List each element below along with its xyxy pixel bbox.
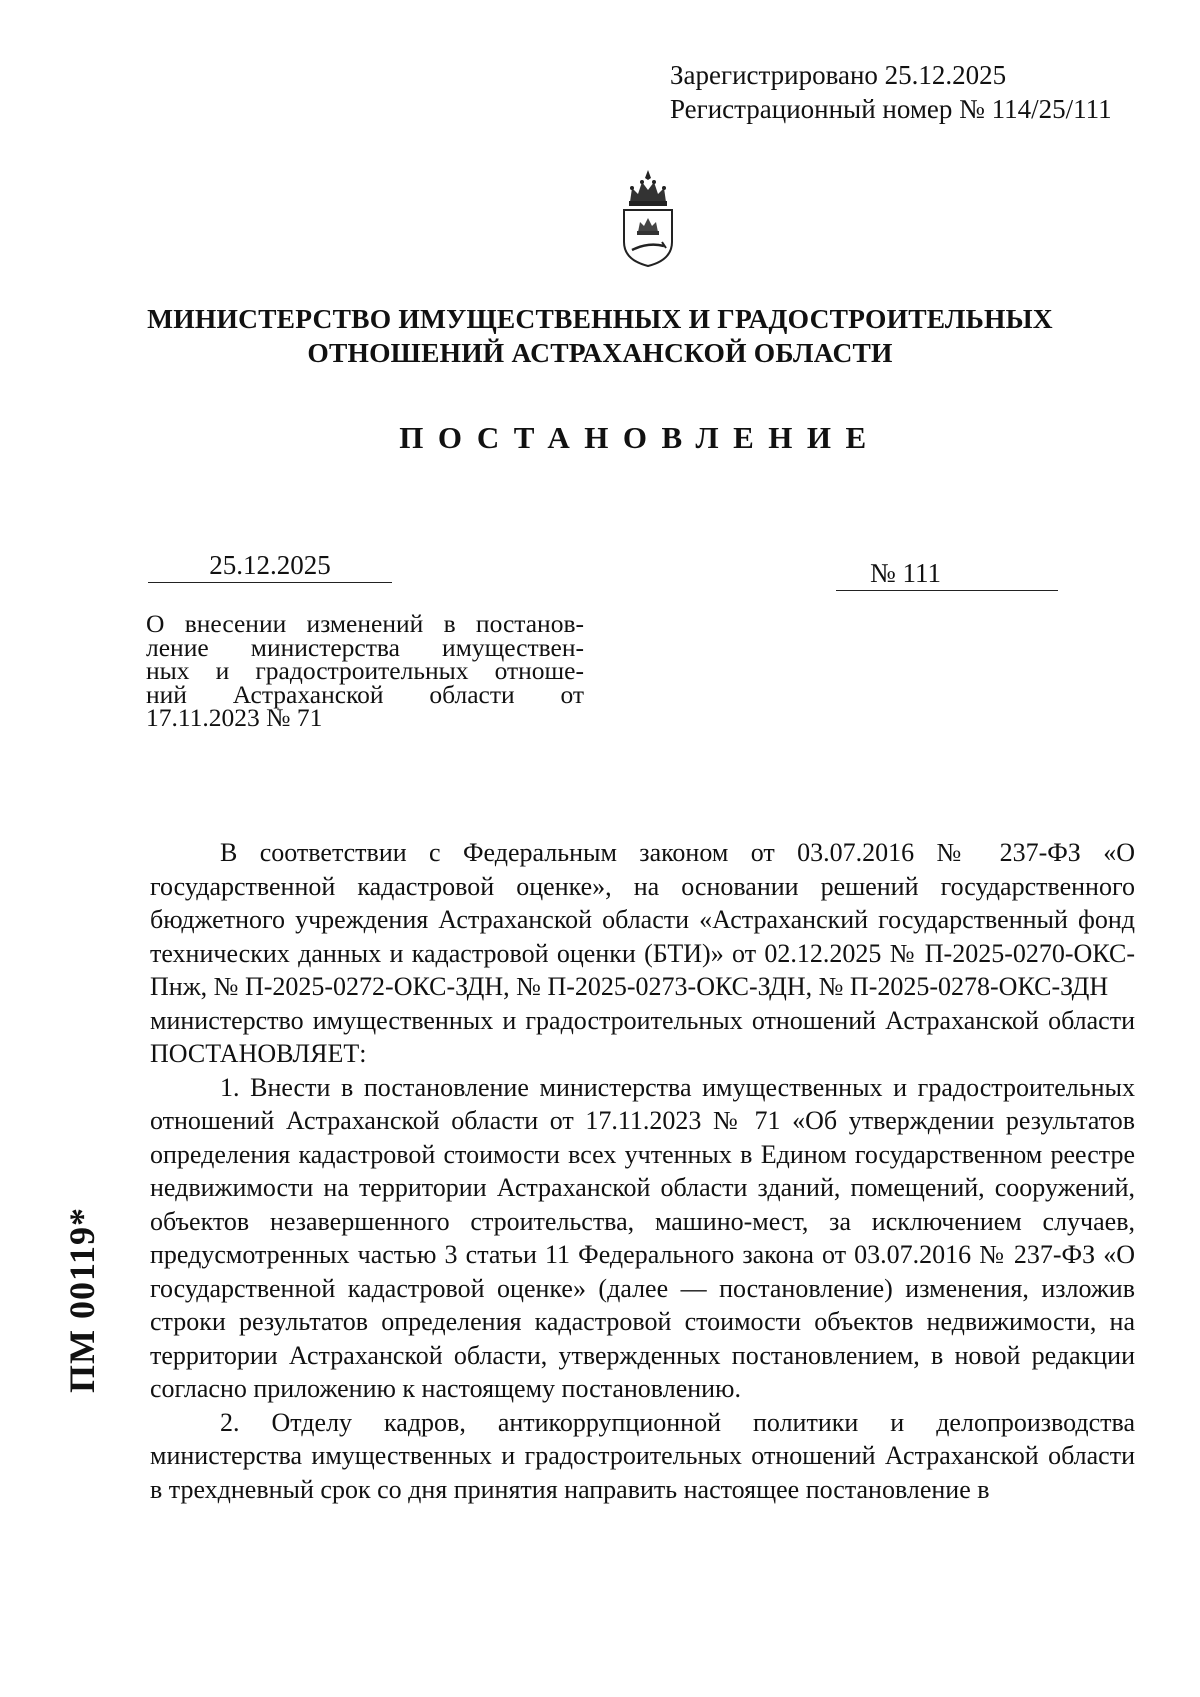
registration-number: Регистрационный номер № 114/25/111	[670, 94, 1112, 124]
subject-line: ление министерства имуществен-	[146, 632, 584, 662]
document-type-heading: ПОСТАНОВЛЕНИЕ	[399, 420, 881, 455]
registration-date: Зарегистрировано 25.12.2025	[670, 60, 1007, 90]
document-body	[150, 836, 1135, 1506]
side-stamp-text: ПМ 00119*	[62, 1207, 102, 1393]
document-date: 25.12.2025	[148, 548, 392, 583]
subject-line: ных и градостроительных отноше-	[146, 656, 584, 685]
item-1-paragraph: 1. Внести в постановление министерства имущественных и градостроительных отношений Астраханской области от 17.11.2023 № 71 «Об утверждении результатов определения кадастровой стоимости всех учтенных в Едином государственном реестре недвижимости на территории Астраханской области зданий, помещений, сооружений, объектов незавершенного строительства, машино-мест, за исключением случаев, предусмотренных частью 3 статьи 11 Федерального закона от 03.07.2016 № 237-ФЗ «О государственной кадастровой оценке» (далее — постановление) изменения, изложив строки результатов определения кадастровой стоимости объектов недвижимости, на территории Астраханской области, утвержденных постановлением, в новой редакции согласно приложению к настоящему постановлению.	[150, 1072, 1135, 1403]
ministry-title-line-1: МИНИСТЕРСТВО ИМУЩЕСТВЕННЫХ И ГРАДОСТРОИТЕЛЬНЫХ	[147, 303, 1053, 334]
preamble-paragraph: В соответствии с Федеральным законом от 03.07.2016 № 237-ФЗ «О государственной кадастровой оценке», на основании решений государственного бюджетного учреждения Астраханской области «Астраханский государственный фонд технических данных и кадастровой оценки (БТИ)» от 02.12.2025 № П-2025-0270-ОКС-Пнж, № П-2025-0272-ОКС-ЗДН, № П-2025-0273-ОКС-ЗДН, № П-2025-0278-ОКС-ЗДН	[150, 838, 1135, 1001]
resolution-paragraph: министерство имущественных и градостроительных отношений Астраханской области ПОСТАНОВЛЯЕТ:	[150, 1005, 1135, 1068]
ministry-title	[100, 302, 1100, 370]
document-number-field	[836, 556, 1058, 591]
subject-line: 17.11.2023 № 71	[146, 703, 323, 732]
document-subject	[146, 609, 584, 732]
subject-line: О внесении изменений в постанов-	[146, 609, 584, 638]
subject-line: ний Астраханской области от	[146, 679, 584, 709]
astrakhan-coat-of-arms-icon	[614, 168, 682, 268]
registration-stamp	[670, 58, 1112, 126]
document-number: № 111	[870, 558, 942, 588]
item-2-paragraph: 2. Отделу кадров, антикоррупционной политики и делопроизводства министерства имущественных и градостроительных отношений Астраханской области в трехдневный срок со дня принятия направить настоящее постановление в	[150, 1407, 1135, 1504]
side-stamp	[52, 1120, 112, 1480]
ministry-title-line-2: ОТНОШЕНИЙ АСТРАХАНСКОЙ ОБЛАСТИ	[307, 337, 893, 368]
